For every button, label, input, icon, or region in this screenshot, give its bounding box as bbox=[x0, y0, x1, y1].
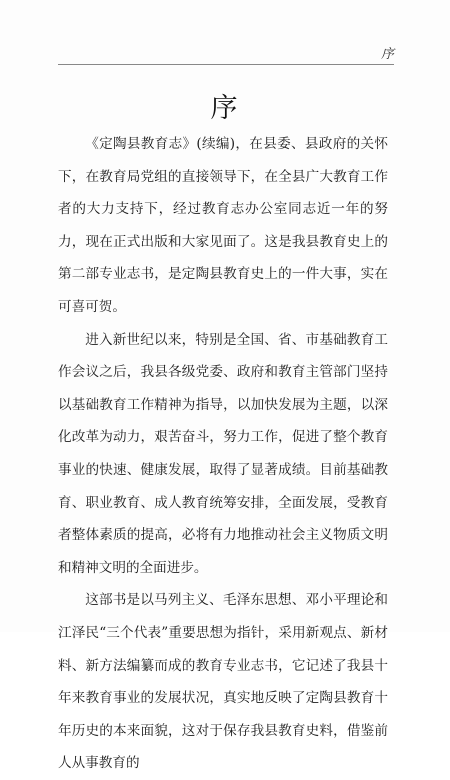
paragraph-3: 这部书是以马列主义、毛泽东思想、邓小平理论和江泽民“三个代表”重要思想为指针，采用新观点、新材料、新方法编纂而成的教育专业志书，它记述了我县十年来教育事业的发展状况，真实地反映了定陶县教育十年历史的本来面貌，这对于保存我县教育史料，借鉴前人从事教育的 bbox=[58, 592, 388, 772]
header-divider bbox=[58, 64, 394, 65]
running-header: 序 bbox=[380, 47, 394, 62]
chapter-title: 序 bbox=[210, 93, 240, 124]
body-text bbox=[58, 128, 388, 780]
paragraph-2: 进入新世纪以来，特别是全国、省、市基础教育工作会议之后，我县各级党委、政府和教育主管部门坚持以基础教育工作精神为指导，以加快发展为主题，以深化改革为动力，艰苦奋斗，努力工作，促进了整个教育事业的快速、健康发展，取得了显著成绩。目前基础教育、职业教育、成人教育统筹安排，全面发展，受教育者整体素质的提高，必将有力地推动社会主义物质文明和精神文明的全面进步。 bbox=[58, 331, 388, 576]
paragraph-1: 《定陶县教育志》(续编)，在县委、县政府的关怀下，在教育局党组的直接领导下，在全县广大教育工作者的大力支持下，经过教育志办公室同志近一年的努力，现在正式出版和大家见面了。这是我县教育史上的第二部专业志书，是定陶县教育史上的一件大事，实在可喜可贺。 bbox=[58, 136, 388, 315]
